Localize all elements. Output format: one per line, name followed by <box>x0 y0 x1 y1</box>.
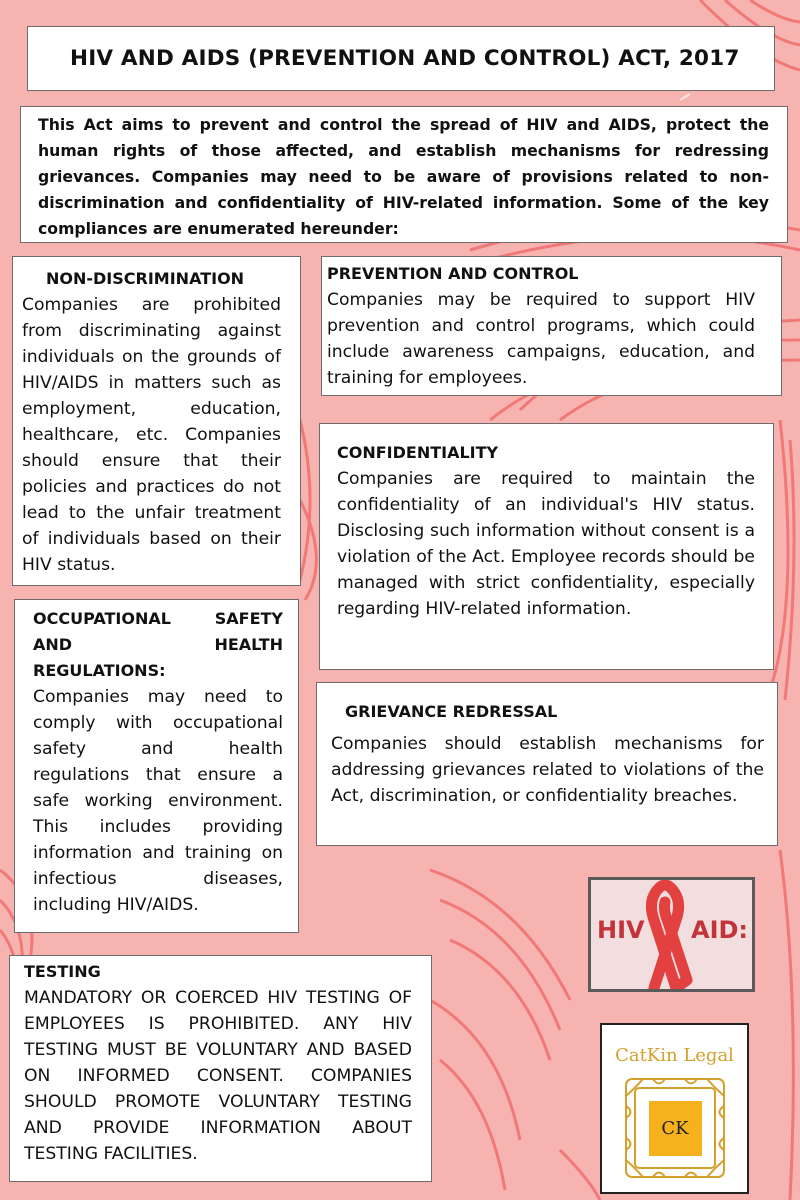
intro-text: This Act aims to prevent and control the spread of HIV and AIDS, protect the human rights of those affected, and establish mechanisms for redressing grievances. Companies may need to be aware of provisions related to non-discrimination and confidentiality of HIV-related information. Some of the key compliances are enumerated hereunder: <box>38 115 769 238</box>
prevention-control-text: Companies may be required to support HIV prevention and control programs, which could include awareness campaigns, education, and training for employees. <box>327 290 755 388</box>
prevention-control-heading: PREVENTION AND CONTROL <box>327 264 579 283</box>
testing-heading: TESTING <box>24 962 101 981</box>
grievance-redressal-text: Companies should establish mechanisms for addressing grievances related to violations of the Act, discrimination, or confidentiality breaches. <box>331 734 764 806</box>
logo-name: CatKin Legal <box>615 1045 734 1066</box>
page-title: HIV AND AIDS (PREVENTION AND CONTROL) ACT, 2017 <box>70 46 740 71</box>
hiv-badge-left-text: HIV <box>597 916 645 944</box>
prevention-control-box <box>321 256 782 396</box>
logo-ornament <box>623 1076 727 1180</box>
catkin-legal-logo <box>600 1023 749 1194</box>
hiv-badge-right-text: AID: <box>691 916 749 944</box>
occupational-safety-box <box>14 599 299 933</box>
title-box <box>27 26 775 91</box>
intro-box <box>20 106 788 243</box>
non-discrimination-box <box>12 256 301 586</box>
logo-initials: CK <box>649 1101 702 1156</box>
hiv-aids-ribbon-image <box>588 877 755 992</box>
confidentiality-box <box>319 423 774 670</box>
occupational-safety-text: Companies may need to comply with occupational safety and health regulations that ensure a safe working environment. This includes providing information and training on infectious diseases, including HIV/AIDS. <box>33 687 283 915</box>
testing-text: MANDATORY OR COERCED HIV TESTING OF EMPLOYEES IS PROHIBITED. ANY HIV TESTING MUST BE VOLUNTARY AND BASED ON INFORMED CONSENT. COMPANIES SHOULD PROMOTE VOLUNTARY TESTING AND PROVIDE INFORMATION ABOUT TESTING FACILITIES. <box>24 988 412 1164</box>
non-discrimination-heading: NON-DISCRIMINATION <box>46 269 245 288</box>
confidentiality-text: Companies are required to maintain the confidentiality of an individual's HIV status. Disclosing such information without consent is a violation of the Act. Employee records should be managed with strict confidentiality, especially regarding HIV-related information. <box>337 469 755 619</box>
occupational-safety-heading <box>33 606 283 684</box>
grievance-redressal-box <box>316 682 778 846</box>
testing-box <box>9 955 432 1182</box>
confidentiality-heading: CONFIDENTIALITY <box>337 443 499 462</box>
occupational-safety-heading-line: OCCUPATIONAL SAFETY AND HEALTH <box>33 609 283 654</box>
non-discrimination-text: Companies are prohibited from discriminating against individuals on the grounds of HIV/AIDS in matters such as employment, education, healthcare, etc. Companies should ensure that their policies and practices do not lead to the unfair treatment of individuals based on their HIV status. <box>22 295 281 575</box>
occupational-safety-heading-tail: REGULATIONS: <box>33 661 166 680</box>
grievance-redressal-heading: GRIEVANCE REDRESSAL <box>345 702 558 721</box>
